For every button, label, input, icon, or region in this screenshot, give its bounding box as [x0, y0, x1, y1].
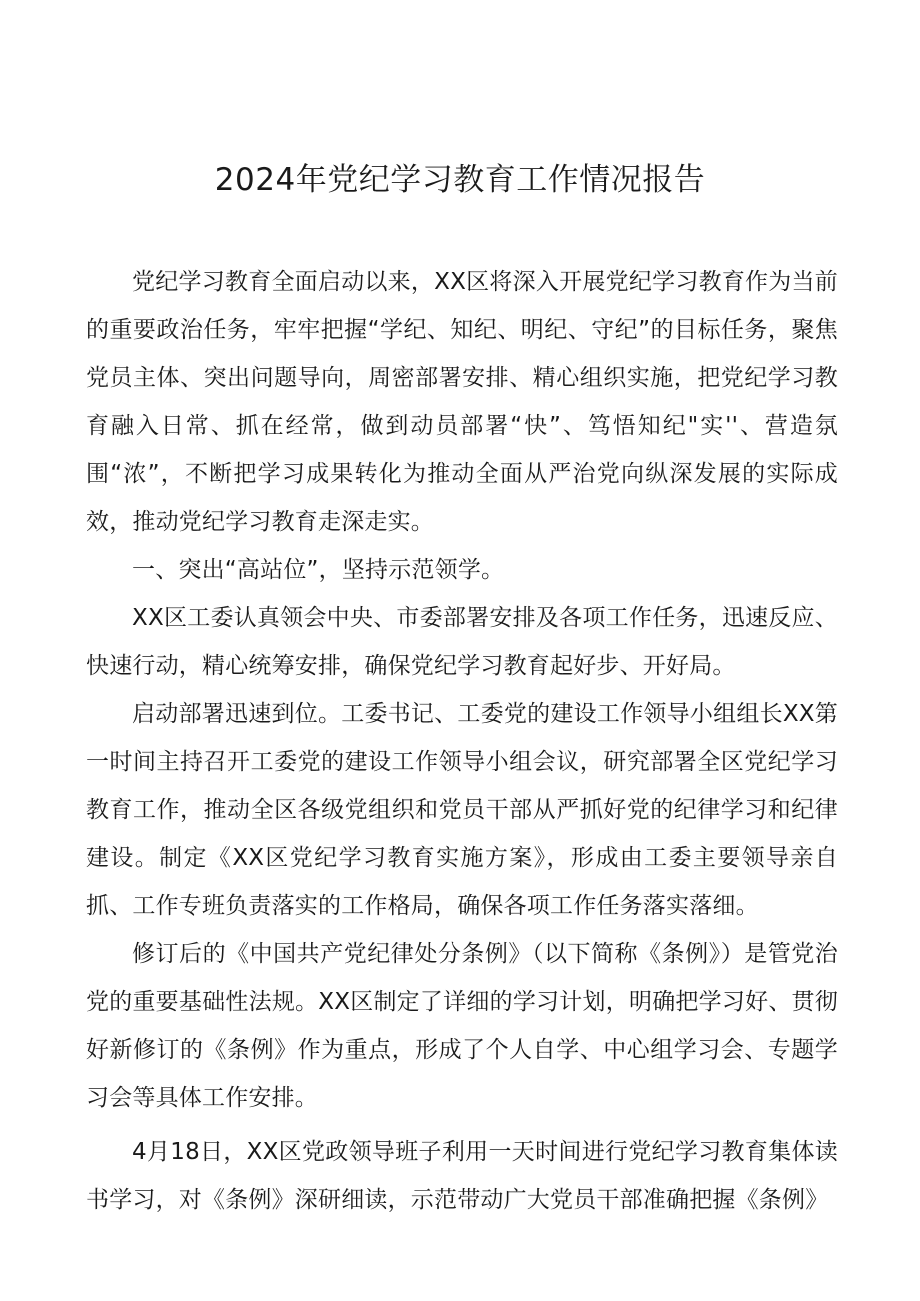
paragraph-regulations: 修订后的《中国共产党纪律处分条例》（以下简称《条例》）是管党治党的重要基础性法规。XX区制定了详细的学习计划，明确把学习好、贯彻好新修订的《条例》作为重点，形成了个人自学、中心组学习会、专题学习会等具体工作安排。: [86, 941, 838, 1111]
document-title: 2024年党纪学习教育工作情况报告: [214, 162, 706, 198]
paragraph-intro: 党纪学习教育全面启动以来，XX区将深入开展党纪学习教育作为当前的重要政治任务，牢牢把握“学纪、知纪、明纪、守纪”的目标任务，聚焦党员主体、突出问题导向，周密部署安排、精心组织实施，把党纪学习教育融入日常、抓在经常，做到动员部署“快”、笃悟知纪"实''、营造氛围“浓”，不断把学习成果转化为推动全面从严治党向纵深发展的实际成效，推动党纪学习教育走深走实。: [86, 269, 838, 535]
paragraph-deployment: 启动部署迅速到位。工委书记、工委党的建设工作领导小组组长XX第一时间主持召开工委党的建设工作领导小组会议，研究部署全区党纪学习教育工作，推动全区各级党组织和党员干部从严抓好党的纪律学习和纪律建设。制定《XX区党纪学习教育实施方案》，形成由工委主要领导亲自抓、工作专班负责落实的工作格局，确保各项工作任务落实落细。: [86, 701, 838, 919]
document-body: [86, 258, 838, 1224]
section-heading-1: 一、突出“高站位”，坚持示范领学。: [132, 557, 505, 583]
paragraph-section-1: XX区工委认真领会中央、市委部署安排及各项工作任务，迅速反应、快速行动，精心统筹安排，确保党纪学习教育起好步、开好局。: [86, 605, 838, 679]
paragraph-april-18: 4月18日，XX区党政领导班子利用一天时间进行党纪学习教育集体读书学习，对《条例》深研细读，示范带动广大党员干部准确把握《条例》: [86, 1139, 838, 1213]
